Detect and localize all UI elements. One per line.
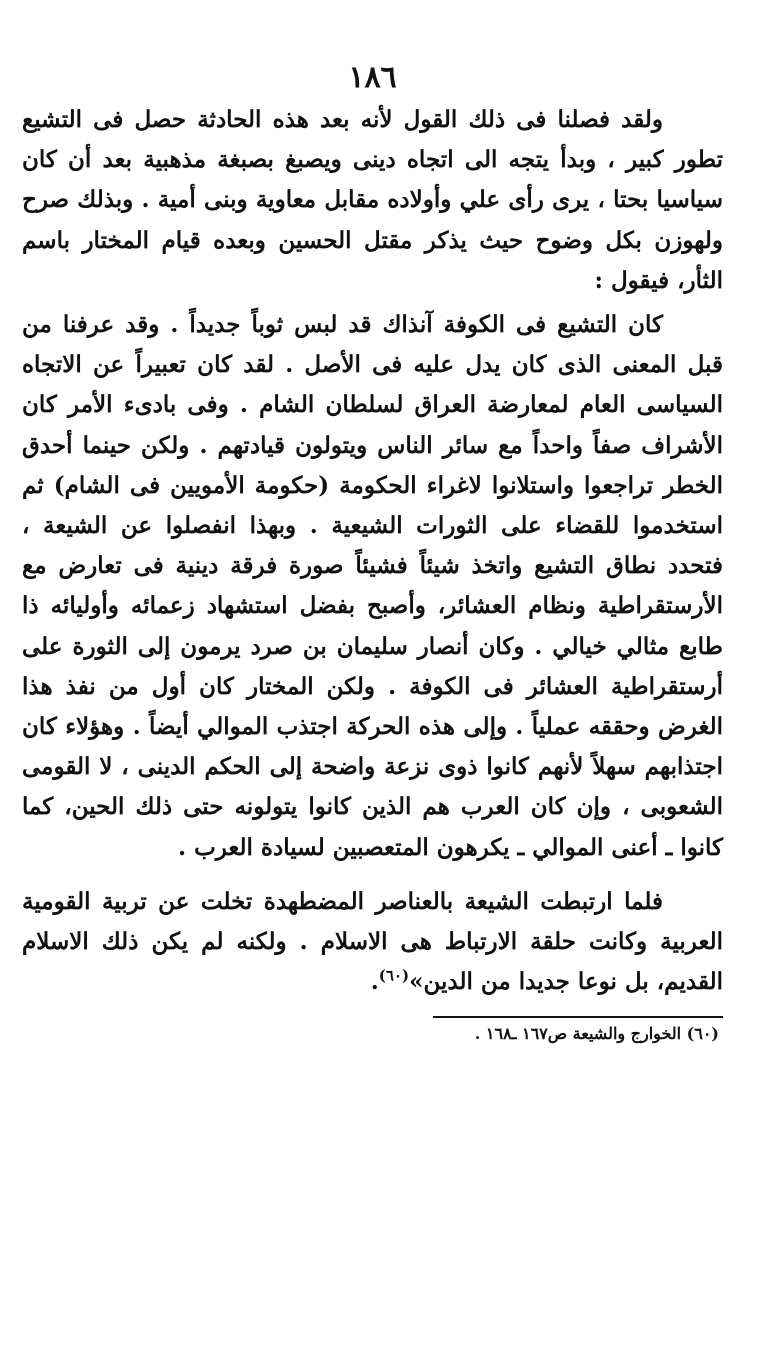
paragraph-conclusion-text: فلما ارتبطت الشيعة بالعناصر المضطهدة تخلت عن تربية القومية العربية وكانت حلقة الارتباط هى الاسلام . ولكنه لم يكن ذلك الاسلام القديم، بل نوعا جديدا من الدين» xyxy=(22,887,723,996)
footnote: (٦٠) الخوارج والشيعة ص١٦٧ ـ١٦٨ . xyxy=(474,1024,719,1044)
page-number: ١٨٦ xyxy=(348,60,397,95)
footnote-divider xyxy=(433,1016,723,1018)
paragraph-intro: ولقد فصلنا فى ذلك القول لأنه بعد هذه الحادثة حصل فى التشيع تطور كبير ، وبدأ يتجه الى اتجاه دينى ويصبغ بصبغة مذهبية بعد أن كان سياسيا بحتا ، يرى رأى علي وأولاده مقابل معاوية وبنى أمية . وبذلك صرح ولهوزن بكل وضوح حيث يذكر مقتل الحسين وبعده قيام المختار باسم الثأر، فيقول : xyxy=(22,106,723,294)
paragraph-conclusion xyxy=(22,882,723,1003)
paragraph-conclusion-end: . xyxy=(370,968,379,996)
paragraph-quotation: كان التشيع فى الكوفة آنذاك قد لبس ثوباً جديداً . وقد عرفنا من قبل المعنى الذى كان يدل عليه فى الأصل . لقد كان تعبيراً عن الاتجاه السياسى العام لمعارضة العراق لسلطان الشام . وفى بادىء الأمر كان الأشراف صفاً واحداً مع سائر الناس ويتولون قيادتهم . ولكن حينما أحدق الخطر تراجعوا واستلانوا لاغراء الحكومة (حكومة الأمويين فى الشام) ثم استخدموا للقضاء على الثورات الشيعية . وبهذا انفصلوا عن الشيعة ، فتحدد نطاق التشيع واتخذ شيئاً فشيئاً صورة فرقة دينية فى تعارض مع الأرستقراطية ونظام العشائر، وأصبح بفضل استشهاد زعمائه وأوليائه ذا طابع مثالي خيالي . وكان أنصار سليمان بن صرد يرمون إلى الثورة على أرستقراطية العشائر فى الكوفة . ولكن المختار كان أول من نفذ هذا الغرض وحققه عملياً . وإلى هذه الحركة اجتذب الموالي أيضاً . وهؤلاء كان اجتذابهم سهلاً لأنهم كانوا ذوى نزعة واضحة إلى الحكم الدينى ، لا القومى الشعوبى ، وإن كان العرب هم الذين كانوا يتولونه حتى ذلك الحين، كما كانوا ـ أعنى الموالي ـ يكرهون المتعصبين لسيادة العرب . xyxy=(22,311,723,861)
footnote-reference: (٦٠) xyxy=(378,966,410,985)
